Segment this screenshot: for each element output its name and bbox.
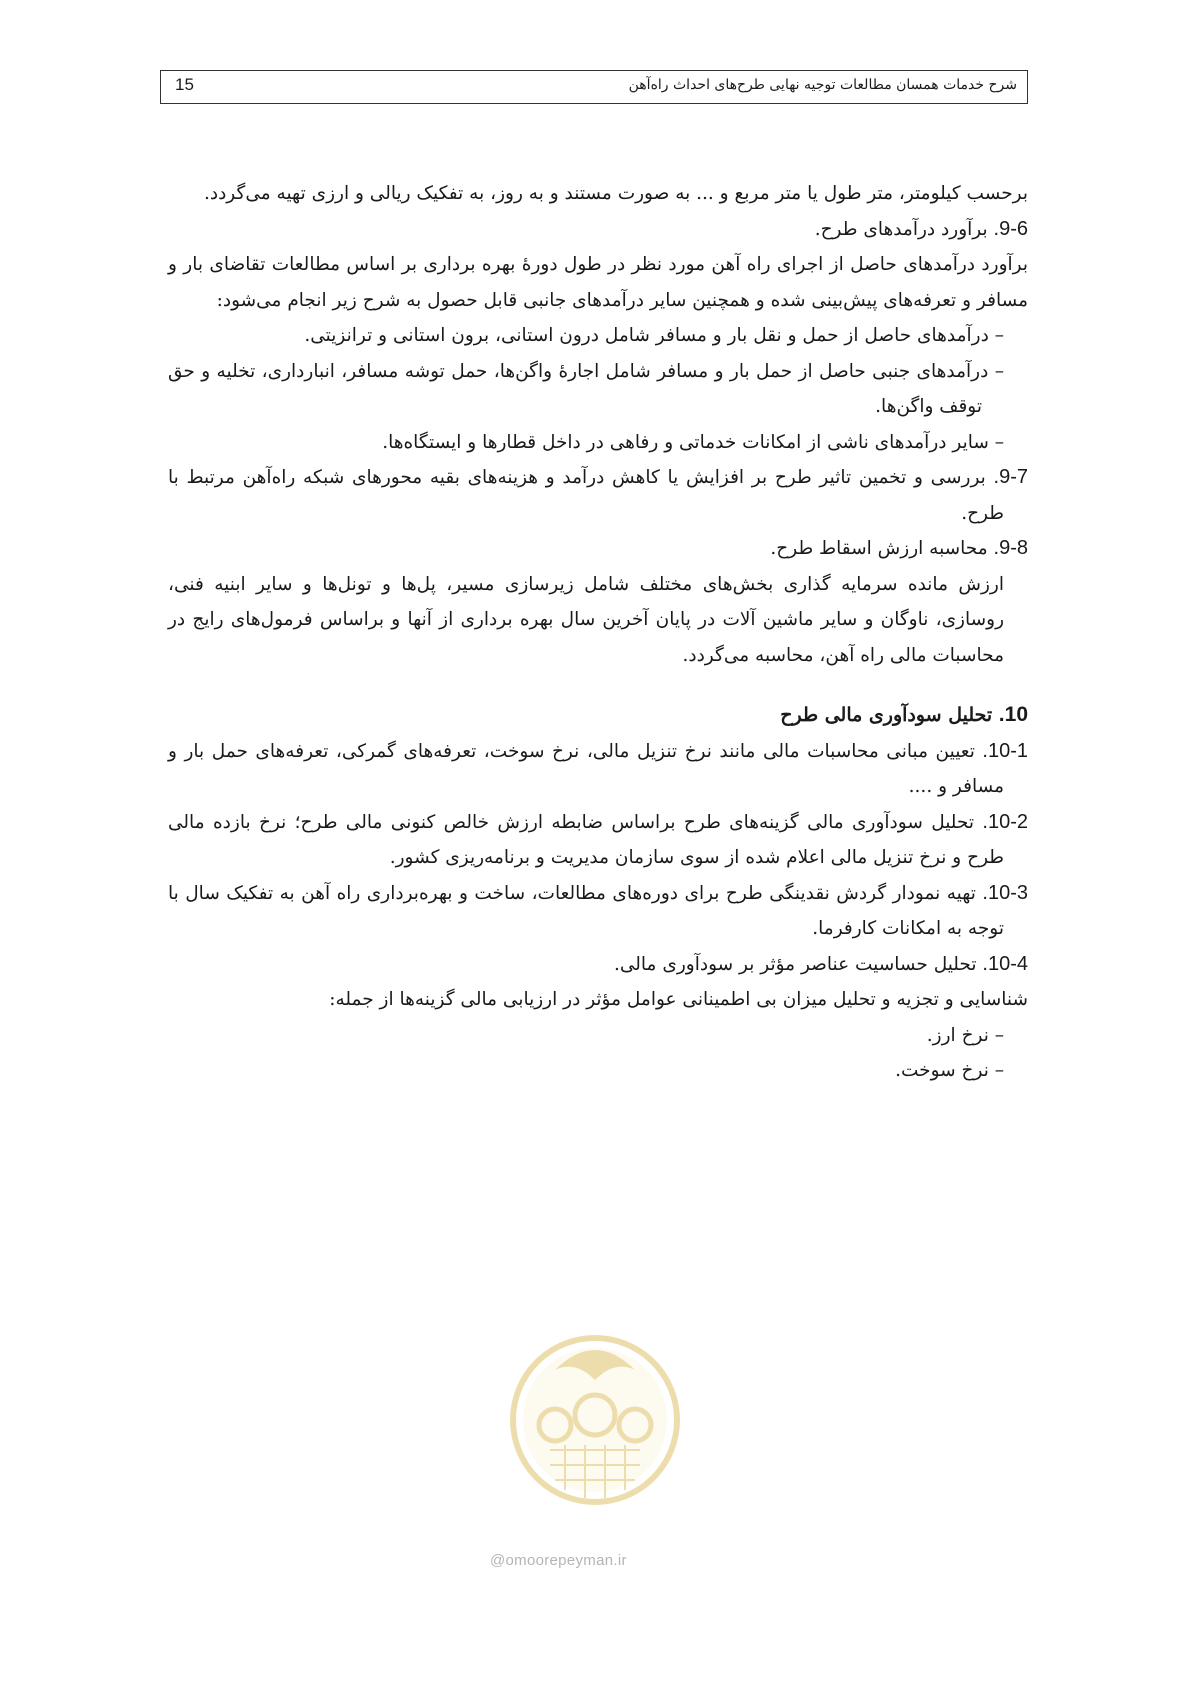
- item-number: 10-2.: [982, 810, 1028, 833]
- section-number: 10.: [998, 703, 1028, 726]
- watermark-url: @omoorepeyman.ir: [490, 1552, 627, 1569]
- item-text: تهیه نمودار گردش نقدینگی طرح برای دوره‌های مطالعات، ساخت و بهره‌برداری راه آهن به تفکیک سال با توجه به امکانات کارفرما.: [168, 882, 1004, 939]
- header-title: شرح خدمات همسان مطالعات توجیه نهایی طرح‌های احداث راه‌آهن: [628, 77, 1017, 93]
- page-header: [160, 70, 1028, 104]
- list-item: – درآمدهای حاصل از حمل و نقل بار و مسافر شامل درون استانی، برون استانی و ترانزیتی.: [304, 325, 1004, 346]
- item-10-3: [168, 876, 1028, 947]
- list-item: – نرخ سوخت.: [895, 1060, 1004, 1081]
- heading-text: محاسبه ارزش اسقاط طرح.: [770, 538, 994, 559]
- item-10-1: [168, 734, 1028, 805]
- heading-9-7: [168, 460, 1028, 531]
- item-number: 10-3.: [982, 881, 1028, 904]
- item-number: 10-1.: [982, 739, 1028, 762]
- paragraph-revenue: برآورد درآمدهای حاصل از اجرای راه آهن مورد نظر در طول دورهٔ بهره برداری بر اساس مطالعات تقاضای بار و مسافر و تعرفه‌های پیش‌بینی شده و همچنین سایر درآمدهای جانبی قابل حصول به شرح زیر انجام می‌شود:: [168, 254, 1028, 311]
- section-10-title: [168, 697, 1028, 734]
- item-number: 10-4.: [982, 952, 1028, 975]
- section-title-text: تحلیل سودآوری مالی طرح: [780, 704, 999, 726]
- list-item: – نرخ ارز.: [926, 1024, 1004, 1046]
- heading-number: 9-7.: [993, 466, 1028, 488]
- heading-text: بررسی و تخمین تاثیر طرح بر افزایش یا کاهش درآمد و هزینه‌های بقیه محورهای شبکه راه‌آهن مرتبط با طرح.: [168, 467, 1004, 524]
- list-item: – درآمدهای جنبی حاصل از حمل بار و مسافر شامل اجارهٔ واگن‌ها، حمل توشه مسافر، انبارداری، تخلیه و حق توقف واگن‌ها.: [168, 360, 1004, 417]
- list-item: – سایر درآمدهای ناشی از امکانات خدماتی و رفاهی در داخل قطارها و ایستگاه‌ها.: [382, 431, 1004, 453]
- paragraph-cost-estimate: برحسب کیلومتر، متر طول یا متر مربع و ... به صورت مستند و به روز، به تفکیک ریالی و ارزی تهیه می‌گردد.: [203, 183, 1028, 204]
- paragraph-salvage-value: ارزش مانده سرمایه گذاری بخش‌های مختلف شامل زیرسازی مسیر، پل‌ها و تونل‌ها و سایر ابنیه فنی، روسازی، ناوگان و سایر ماشین آلات در پایان آخرین سال بهره برداری از آنها و براساس فرمول‌های رایج در محاسبات مالی راه آهن، محاسبه می‌گردد.: [168, 573, 1004, 666]
- sensitivity-bullet-list: [168, 1018, 1028, 1089]
- watermark-logo: [495, 1300, 695, 1560]
- page-number: 15: [175, 75, 194, 94]
- heading-text: برآورد درآمدهای طرح.: [814, 218, 994, 240]
- heading-number: 9-6.: [993, 217, 1028, 240]
- item-text: تحلیل حساسیت عناصر مؤثر بر سودآوری مالی.: [613, 953, 983, 975]
- item-10-2: [168, 805, 1028, 876]
- revenue-bullet-list: [168, 318, 1028, 460]
- heading-9-8: [168, 531, 1028, 567]
- item-text: تحلیل سودآوری مالی گزینه‌های طرح براساس ضابطه ارزش خالص کنونی مالی طرح؛ نرخ بازده مالی طرح و نرخ تنزیل مالی اعلام شده از سوی سازمان مدیریت و برنامه‌ریزی کشور.: [168, 811, 1004, 868]
- heading-number: 9-8.: [993, 537, 1028, 559]
- page-content: [168, 176, 1028, 1089]
- paragraph-sensitivity: شناسایی و تجزیه و تحلیل میزان بی اطمینانی عوامل مؤثر در ارزیابی مالی گزینه‌ها از جمله:: [329, 989, 1028, 1010]
- item-10-4: [168, 947, 1028, 983]
- item-text: تعیین مبانی محاسبات مالی مانند نرخ تنزیل مالی، نرخ سوخت، تعرفه‌های گمرکی، تعرفه‌های حمل بار و مسافر و ....: [168, 740, 1004, 797]
- heading-9-6: [168, 212, 1028, 248]
